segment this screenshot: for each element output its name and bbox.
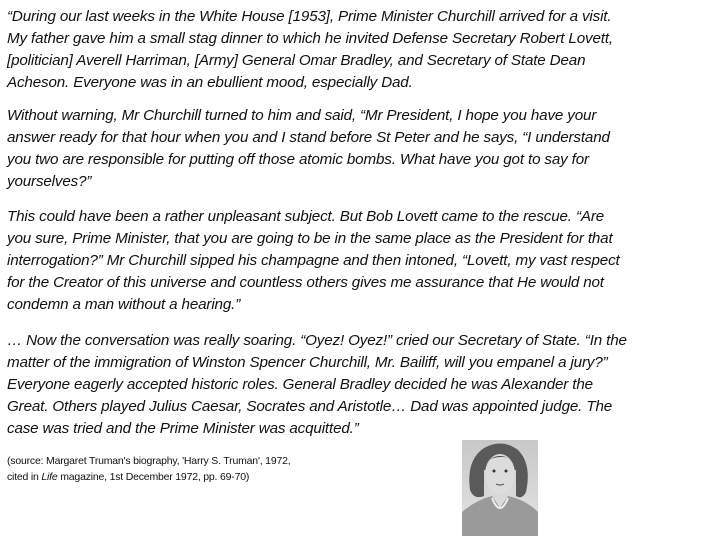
text-line: … Now the conversation was really soaring. “Oyez! Oyez!” cried our Secretary of State. “In the xyxy=(7,332,627,349)
text-line: case was tried and the Prime Minister was acquitted.” xyxy=(7,420,359,437)
text-line: yourselves?” xyxy=(7,173,92,190)
source-citation xyxy=(7,453,290,485)
source-text: magazine, 1st December 1972, pp. 69-70) xyxy=(57,471,250,483)
text-line: Without warning, Mr Churchill turned to him and said, “Mr President, I hope you have your xyxy=(7,107,597,124)
text-line: This could have been a rather unpleasant subject. But Bob Lovett came to the rescue. “Are xyxy=(7,208,605,225)
text-line: “During our last weeks in the White House [1953], Prime Minister Churchill arrived for a visit. xyxy=(7,8,612,25)
quote-paragraph-3 xyxy=(7,206,620,316)
magazine-title: Life xyxy=(41,471,58,483)
text-line: for the Creator of this universe and countless others gives me assurance that He would not xyxy=(7,274,604,291)
quote-paragraph-4 xyxy=(7,330,627,440)
text-line: My father gave him a small stag dinner to which he invited Defense Secretary Robert Lovett, xyxy=(7,30,613,47)
source-line-1: (source: Margaret Truman's biography, 'Harry S. Truman', 1972, xyxy=(7,455,291,467)
text-line: you two are responsible for putting off those atomic bombs. What have you got to say for xyxy=(7,151,589,168)
text-line: Acheson. Everyone was in an ebullient mood, especially Dad. xyxy=(7,74,413,91)
source-text: cited in xyxy=(7,471,42,483)
quote-paragraph-2 xyxy=(7,105,610,193)
text-line: condemn a man without a hearing.” xyxy=(7,296,241,313)
text-line: Great. Others played Julius Caesar, Socrates and Aristotle… Dad was appointed judge. The xyxy=(7,398,613,415)
text-line: answer ready for that hour when you and I stand before St Peter and he says, “I understand xyxy=(7,129,610,146)
text-line: [politician] Averell Harriman, [Army] General Omar Bradley, and Secretary of State Dean xyxy=(7,52,586,69)
text-line: interrogation?” Mr Churchill sipped his champagne and then intoned, “Lovett, my vast respect xyxy=(7,252,620,269)
text-line: matter of the immigration of Winston Spencer Churchill, Mr. Bailiff, will you empanel a jury?” xyxy=(7,354,608,371)
source-line-2 xyxy=(7,469,290,485)
quote-paragraph-1 xyxy=(7,6,613,94)
text-line: you sure, Prime Minister, that you are going to be in the same place as the President for that xyxy=(7,230,613,247)
portrait-photo xyxy=(462,440,538,536)
text-line: Everyone eagerly accepted historic roles. General Bradley decided he was Alexander the xyxy=(7,376,593,393)
